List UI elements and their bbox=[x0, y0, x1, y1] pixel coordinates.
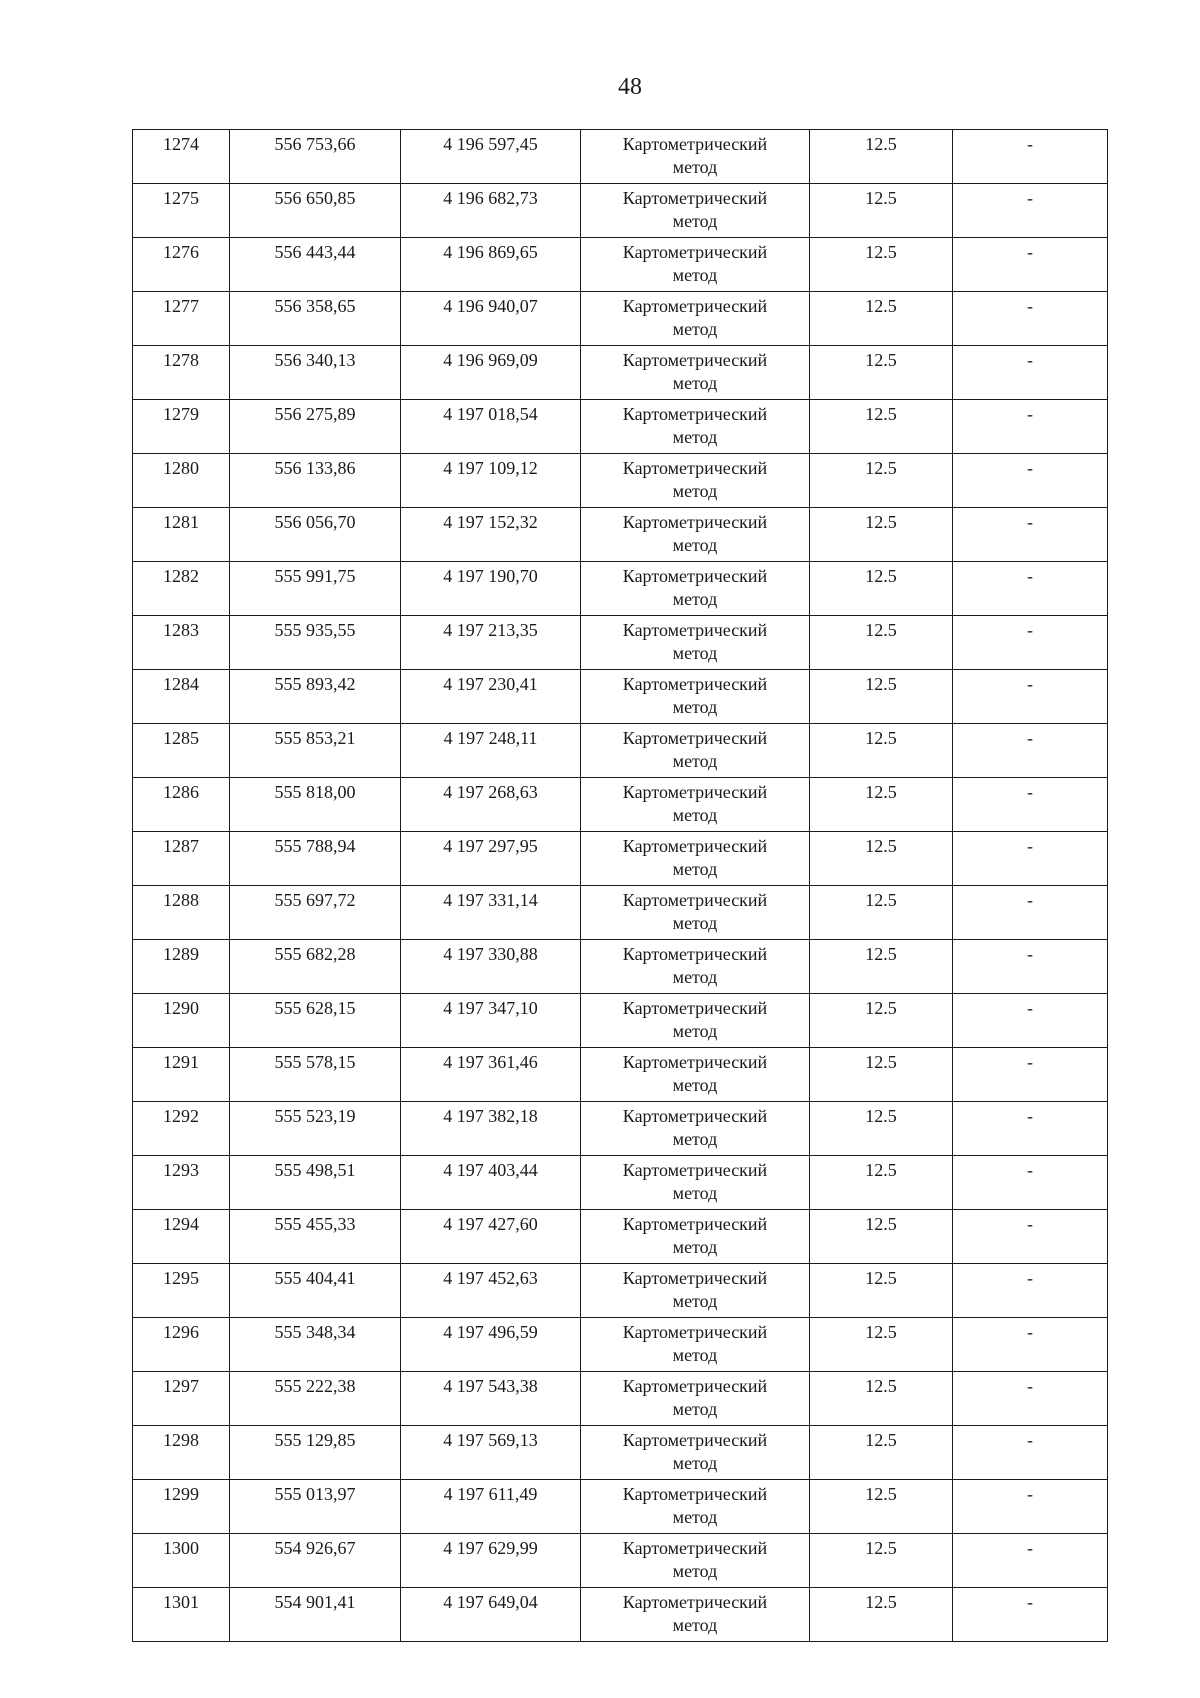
accuracy-cell: 12.5 bbox=[810, 670, 953, 724]
table-row bbox=[133, 1156, 1108, 1210]
method-cell bbox=[581, 1318, 810, 1372]
method-cell bbox=[581, 994, 810, 1048]
x-coordinate-cell: 555 523,19 bbox=[230, 1102, 401, 1156]
description-cell: - bbox=[953, 1588, 1108, 1642]
coordinates-table-body bbox=[133, 130, 1108, 1642]
description-cell: - bbox=[953, 1048, 1108, 1102]
description-cell: - bbox=[953, 238, 1108, 292]
x-coordinate-cell: 555 893,42 bbox=[230, 670, 401, 724]
x-coordinate-cell: 555 818,00 bbox=[230, 778, 401, 832]
accuracy-cell: 12.5 bbox=[810, 454, 953, 508]
table-row bbox=[133, 184, 1108, 238]
x-coordinate-cell: 555 404,41 bbox=[230, 1264, 401, 1318]
point-number-cell: 1284 bbox=[133, 670, 230, 724]
y-coordinate-cell: 4 196 940,07 bbox=[401, 292, 581, 346]
description-cell: - bbox=[953, 1264, 1108, 1318]
method-cell bbox=[581, 886, 810, 940]
x-coordinate-cell: 555 697,72 bbox=[230, 886, 401, 940]
method-line-2: метод bbox=[672, 1237, 718, 1257]
method-line-1: Картометрический bbox=[622, 1430, 768, 1450]
accuracy-cell: 12.5 bbox=[810, 778, 953, 832]
method-line-1: Картометрический bbox=[622, 836, 768, 856]
y-coordinate-cell: 4 197 330,88 bbox=[401, 940, 581, 994]
y-coordinate-cell: 4 196 969,09 bbox=[401, 346, 581, 400]
accuracy-cell: 12.5 bbox=[810, 994, 953, 1048]
accuracy-cell: 12.5 bbox=[810, 832, 953, 886]
accuracy-cell: 12.5 bbox=[810, 562, 953, 616]
description-cell: - bbox=[953, 778, 1108, 832]
y-coordinate-cell: 4 197 109,12 bbox=[401, 454, 581, 508]
description-cell: - bbox=[953, 184, 1108, 238]
y-coordinate-cell: 4 197 248,11 bbox=[401, 724, 581, 778]
accuracy-cell: 12.5 bbox=[810, 886, 953, 940]
method-cell bbox=[581, 292, 810, 346]
method-line-1: Картометрический bbox=[622, 782, 768, 802]
x-coordinate-cell: 555 348,34 bbox=[230, 1318, 401, 1372]
point-number-cell: 1286 bbox=[133, 778, 230, 832]
point-number-cell: 1275 bbox=[133, 184, 230, 238]
point-number-cell: 1287 bbox=[133, 832, 230, 886]
table-row bbox=[133, 1534, 1108, 1588]
accuracy-cell: 12.5 bbox=[810, 1480, 953, 1534]
table-row bbox=[133, 238, 1108, 292]
accuracy-cell: 12.5 bbox=[810, 1156, 953, 1210]
accuracy-cell: 12.5 bbox=[810, 1426, 953, 1480]
method-line-2: метод bbox=[672, 1183, 718, 1203]
description-cell: - bbox=[953, 130, 1108, 184]
method-line-2: метод bbox=[672, 967, 718, 987]
method-cell bbox=[581, 1102, 810, 1156]
method-cell bbox=[581, 616, 810, 670]
table-row bbox=[133, 616, 1108, 670]
x-coordinate-cell: 555 935,55 bbox=[230, 616, 401, 670]
method-line-1: Картометрический bbox=[622, 242, 768, 262]
table-row bbox=[133, 1426, 1108, 1480]
point-number-cell: 1296 bbox=[133, 1318, 230, 1372]
y-coordinate-cell: 4 197 629,99 bbox=[401, 1534, 581, 1588]
accuracy-cell: 12.5 bbox=[810, 130, 953, 184]
table-row bbox=[133, 292, 1108, 346]
method-line-2: метод bbox=[672, 1399, 718, 1419]
table-row bbox=[133, 940, 1108, 994]
point-number-cell: 1282 bbox=[133, 562, 230, 616]
x-coordinate-cell: 556 443,44 bbox=[230, 238, 401, 292]
method-cell bbox=[581, 400, 810, 454]
method-line-1: Картометрический bbox=[622, 296, 768, 316]
point-number-cell: 1280 bbox=[133, 454, 230, 508]
description-cell: - bbox=[953, 1156, 1108, 1210]
x-coordinate-cell: 554 926,67 bbox=[230, 1534, 401, 1588]
method-line-1: Картометрический bbox=[622, 1538, 768, 1558]
method-cell bbox=[581, 1534, 810, 1588]
method-line-1: Картометрический bbox=[622, 1214, 768, 1234]
y-coordinate-cell: 4 197 382,18 bbox=[401, 1102, 581, 1156]
x-coordinate-cell: 555 788,94 bbox=[230, 832, 401, 886]
method-cell bbox=[581, 346, 810, 400]
y-coordinate-cell: 4 197 649,04 bbox=[401, 1588, 581, 1642]
point-number-cell: 1277 bbox=[133, 292, 230, 346]
point-number-cell: 1289 bbox=[133, 940, 230, 994]
method-cell bbox=[581, 778, 810, 832]
accuracy-cell: 12.5 bbox=[810, 508, 953, 562]
x-coordinate-cell: 556 753,66 bbox=[230, 130, 401, 184]
method-line-2: метод bbox=[672, 1021, 718, 1041]
y-coordinate-cell: 4 197 347,10 bbox=[401, 994, 581, 1048]
point-number-cell: 1294 bbox=[133, 1210, 230, 1264]
method-line-2: метод bbox=[672, 859, 718, 879]
point-number-cell: 1300 bbox=[133, 1534, 230, 1588]
table-row bbox=[133, 778, 1108, 832]
y-coordinate-cell: 4 197 230,41 bbox=[401, 670, 581, 724]
method-line-1: Картометрический bbox=[622, 674, 768, 694]
method-line-2: метод bbox=[672, 643, 718, 663]
description-cell: - bbox=[953, 1372, 1108, 1426]
x-coordinate-cell: 555 013,97 bbox=[230, 1480, 401, 1534]
description-cell: - bbox=[953, 1480, 1108, 1534]
table-row bbox=[133, 1210, 1108, 1264]
method-cell bbox=[581, 670, 810, 724]
method-line-2: метод bbox=[672, 1345, 718, 1365]
accuracy-cell: 12.5 bbox=[810, 238, 953, 292]
method-line-2: метод bbox=[672, 1075, 718, 1095]
method-line-1: Картометрический bbox=[622, 1484, 768, 1504]
method-cell bbox=[581, 562, 810, 616]
x-coordinate-cell: 556 133,86 bbox=[230, 454, 401, 508]
table-row bbox=[133, 1480, 1108, 1534]
y-coordinate-cell: 4 197 268,63 bbox=[401, 778, 581, 832]
y-coordinate-cell: 4 197 569,13 bbox=[401, 1426, 581, 1480]
description-cell: - bbox=[953, 346, 1108, 400]
table-row bbox=[133, 1102, 1108, 1156]
method-line-1: Картометрический bbox=[622, 620, 768, 640]
method-line-1: Картометрический bbox=[622, 890, 768, 910]
description-cell: - bbox=[953, 292, 1108, 346]
accuracy-cell: 12.5 bbox=[810, 724, 953, 778]
x-coordinate-cell: 556 650,85 bbox=[230, 184, 401, 238]
table-row bbox=[133, 724, 1108, 778]
x-coordinate-cell: 555 578,15 bbox=[230, 1048, 401, 1102]
point-number-cell: 1298 bbox=[133, 1426, 230, 1480]
method-cell bbox=[581, 238, 810, 292]
description-cell: - bbox=[953, 1534, 1108, 1588]
table-row bbox=[133, 508, 1108, 562]
table-row bbox=[133, 832, 1108, 886]
description-cell: - bbox=[953, 562, 1108, 616]
point-number-cell: 1293 bbox=[133, 1156, 230, 1210]
method-line-2: метод bbox=[672, 211, 718, 231]
method-line-2: метод bbox=[672, 805, 718, 825]
point-number-cell: 1295 bbox=[133, 1264, 230, 1318]
method-line-2: метод bbox=[672, 373, 718, 393]
method-line-1: Картометрический bbox=[622, 1160, 768, 1180]
table-row bbox=[133, 454, 1108, 508]
point-number-cell: 1292 bbox=[133, 1102, 230, 1156]
method-line-2: метод bbox=[672, 1561, 718, 1581]
accuracy-cell: 12.5 bbox=[810, 1534, 953, 1588]
y-coordinate-cell: 4 197 452,63 bbox=[401, 1264, 581, 1318]
y-coordinate-cell: 4 197 331,14 bbox=[401, 886, 581, 940]
description-cell: - bbox=[953, 508, 1108, 562]
table-row bbox=[133, 1318, 1108, 1372]
method-line-1: Картометрический bbox=[622, 566, 768, 586]
method-line-2: метод bbox=[672, 427, 718, 447]
method-line-2: метод bbox=[672, 1615, 718, 1635]
x-coordinate-cell: 556 056,70 bbox=[230, 508, 401, 562]
description-cell: - bbox=[953, 832, 1108, 886]
x-coordinate-cell: 555 498,51 bbox=[230, 1156, 401, 1210]
method-line-1: Картометрический bbox=[622, 458, 768, 478]
method-line-2: метод bbox=[672, 265, 718, 285]
method-line-2: метод bbox=[672, 1291, 718, 1311]
accuracy-cell: 12.5 bbox=[810, 616, 953, 670]
y-coordinate-cell: 4 196 869,65 bbox=[401, 238, 581, 292]
accuracy-cell: 12.5 bbox=[810, 292, 953, 346]
point-number-cell: 1290 bbox=[133, 994, 230, 1048]
method-line-1: Картометрический bbox=[622, 1268, 768, 1288]
accuracy-cell: 12.5 bbox=[810, 1048, 953, 1102]
method-cell bbox=[581, 130, 810, 184]
y-coordinate-cell: 4 197 403,44 bbox=[401, 1156, 581, 1210]
description-cell: - bbox=[953, 670, 1108, 724]
table-row bbox=[133, 400, 1108, 454]
description-cell: - bbox=[953, 1102, 1108, 1156]
method-cell bbox=[581, 1426, 810, 1480]
method-line-1: Картометрический bbox=[622, 728, 768, 748]
method-cell bbox=[581, 1264, 810, 1318]
point-number-cell: 1299 bbox=[133, 1480, 230, 1534]
method-cell bbox=[581, 508, 810, 562]
table-row bbox=[133, 346, 1108, 400]
method-cell bbox=[581, 1048, 810, 1102]
method-line-1: Картометрический bbox=[622, 134, 768, 154]
accuracy-cell: 12.5 bbox=[810, 1372, 953, 1426]
method-cell bbox=[581, 454, 810, 508]
method-line-1: Картометрический bbox=[622, 350, 768, 370]
y-coordinate-cell: 4 197 213,35 bbox=[401, 616, 581, 670]
method-line-1: Картометрический bbox=[622, 944, 768, 964]
y-coordinate-cell: 4 197 152,32 bbox=[401, 508, 581, 562]
method-line-1: Картометрический bbox=[622, 1322, 768, 1342]
y-coordinate-cell: 4 197 297,95 bbox=[401, 832, 581, 886]
method-cell bbox=[581, 1210, 810, 1264]
method-line-2: метод bbox=[672, 1507, 718, 1527]
x-coordinate-cell: 555 682,28 bbox=[230, 940, 401, 994]
coordinates-table bbox=[132, 129, 1108, 1642]
point-number-cell: 1276 bbox=[133, 238, 230, 292]
method-line-2: метод bbox=[672, 1129, 718, 1149]
method-line-1: Картометрический bbox=[622, 1106, 768, 1126]
accuracy-cell: 12.5 bbox=[810, 184, 953, 238]
accuracy-cell: 12.5 bbox=[810, 1588, 953, 1642]
point-number-cell: 1288 bbox=[133, 886, 230, 940]
table-row bbox=[133, 886, 1108, 940]
x-coordinate-cell: 555 853,21 bbox=[230, 724, 401, 778]
table-row bbox=[133, 670, 1108, 724]
table-row bbox=[133, 1048, 1108, 1102]
method-cell bbox=[581, 184, 810, 238]
method-cell bbox=[581, 940, 810, 994]
description-cell: - bbox=[953, 1426, 1108, 1480]
method-cell bbox=[581, 1156, 810, 1210]
y-coordinate-cell: 4 197 427,60 bbox=[401, 1210, 581, 1264]
method-cell bbox=[581, 1480, 810, 1534]
description-cell: - bbox=[953, 616, 1108, 670]
accuracy-cell: 12.5 bbox=[810, 1318, 953, 1372]
accuracy-cell: 12.5 bbox=[810, 1264, 953, 1318]
method-line-2: метод bbox=[672, 319, 718, 339]
method-cell bbox=[581, 724, 810, 778]
description-cell: - bbox=[953, 400, 1108, 454]
x-coordinate-cell: 555 455,33 bbox=[230, 1210, 401, 1264]
accuracy-cell: 12.5 bbox=[810, 346, 953, 400]
x-coordinate-cell: 555 628,15 bbox=[230, 994, 401, 1048]
point-number-cell: 1291 bbox=[133, 1048, 230, 1102]
accuracy-cell: 12.5 bbox=[810, 400, 953, 454]
point-number-cell: 1281 bbox=[133, 508, 230, 562]
x-coordinate-cell: 556 340,13 bbox=[230, 346, 401, 400]
y-coordinate-cell: 4 197 543,38 bbox=[401, 1372, 581, 1426]
table-row bbox=[133, 1264, 1108, 1318]
page-number: 48 bbox=[618, 74, 642, 100]
accuracy-cell: 12.5 bbox=[810, 1210, 953, 1264]
y-coordinate-cell: 4 197 018,54 bbox=[401, 400, 581, 454]
description-cell: - bbox=[953, 724, 1108, 778]
y-coordinate-cell: 4 196 682,73 bbox=[401, 184, 581, 238]
method-line-1: Картометрический bbox=[622, 512, 768, 532]
method-line-2: метод bbox=[672, 697, 718, 717]
method-line-1: Картометрический bbox=[622, 1592, 768, 1612]
method-line-2: метод bbox=[672, 481, 718, 501]
table-row bbox=[133, 130, 1108, 184]
method-line-2: метод bbox=[672, 535, 718, 555]
point-number-cell: 1301 bbox=[133, 1588, 230, 1642]
description-cell: - bbox=[953, 994, 1108, 1048]
point-number-cell: 1297 bbox=[133, 1372, 230, 1426]
method-cell bbox=[581, 832, 810, 886]
x-coordinate-cell: 555 222,38 bbox=[230, 1372, 401, 1426]
table-row bbox=[133, 994, 1108, 1048]
method-line-1: Картометрический bbox=[622, 998, 768, 1018]
description-cell: - bbox=[953, 454, 1108, 508]
point-number-cell: 1274 bbox=[133, 130, 230, 184]
table-row bbox=[133, 562, 1108, 616]
accuracy-cell: 12.5 bbox=[810, 940, 953, 994]
method-line-2: метод bbox=[672, 589, 718, 609]
description-cell: - bbox=[953, 1210, 1108, 1264]
table-row bbox=[133, 1588, 1108, 1642]
method-line-1: Картометрический bbox=[622, 188, 768, 208]
y-coordinate-cell: 4 197 361,46 bbox=[401, 1048, 581, 1102]
x-coordinate-cell: 555 129,85 bbox=[230, 1426, 401, 1480]
description-cell: - bbox=[953, 886, 1108, 940]
method-line-2: метод bbox=[672, 913, 718, 933]
table-row bbox=[133, 1372, 1108, 1426]
y-coordinate-cell: 4 197 611,49 bbox=[401, 1480, 581, 1534]
point-number-cell: 1285 bbox=[133, 724, 230, 778]
point-number-cell: 1283 bbox=[133, 616, 230, 670]
x-coordinate-cell: 556 275,89 bbox=[230, 400, 401, 454]
method-cell bbox=[581, 1588, 810, 1642]
y-coordinate-cell: 4 197 496,59 bbox=[401, 1318, 581, 1372]
description-cell: - bbox=[953, 940, 1108, 994]
method-line-1: Картометрический bbox=[622, 1052, 768, 1072]
x-coordinate-cell: 556 358,65 bbox=[230, 292, 401, 346]
y-coordinate-cell: 4 197 190,70 bbox=[401, 562, 581, 616]
description-cell: - bbox=[953, 1318, 1108, 1372]
accuracy-cell: 12.5 bbox=[810, 1102, 953, 1156]
x-coordinate-cell: 555 991,75 bbox=[230, 562, 401, 616]
method-cell bbox=[581, 1372, 810, 1426]
method-line-2: метод bbox=[672, 751, 718, 771]
method-line-2: метод bbox=[672, 157, 718, 177]
point-number-cell: 1278 bbox=[133, 346, 230, 400]
x-coordinate-cell: 554 901,41 bbox=[230, 1588, 401, 1642]
method-line-1: Картометрический bbox=[622, 404, 768, 424]
method-line-2: метод bbox=[672, 1453, 718, 1473]
point-number-cell: 1279 bbox=[133, 400, 230, 454]
method-line-1: Картометрический bbox=[622, 1376, 768, 1396]
y-coordinate-cell: 4 196 597,45 bbox=[401, 130, 581, 184]
